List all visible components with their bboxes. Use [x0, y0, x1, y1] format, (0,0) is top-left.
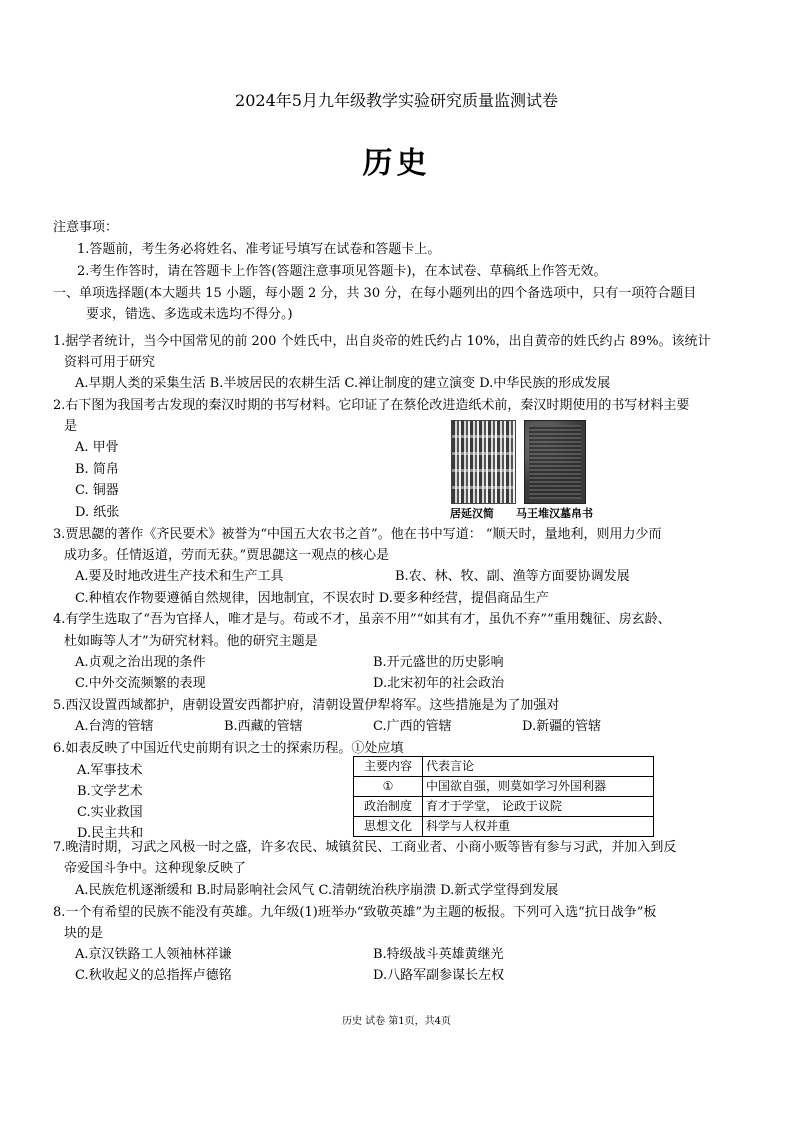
table-cell: 政治制度	[354, 797, 423, 817]
page-footer: 历史 试卷 第1页，共4页	[341, 1016, 452, 1027]
q3-stem-cont: 成功多。任情返道，劳而无获。”贾思勰这一观点的核心是	[64, 548, 390, 563]
table-row	[354, 817, 654, 837]
bamboo-slips-image	[451, 420, 516, 504]
q6-table	[353, 756, 654, 837]
q8-option-d: D.八路军副参谋长左权	[373, 968, 505, 983]
q2-stem: 2.右下图为我国考古发现的秦汉时期的书写材料。它印证了在蔡伦改进造纸术前，秦汉时期使用的书写材料主要	[53, 398, 690, 413]
q4-stem: 4.有学生选取了“吾为官择人，唯才是与。苟或不才，虽亲不用”“如其有才，虽仇不弃”“重用魏征、房玄龄、	[53, 612, 671, 627]
table-row	[354, 797, 654, 817]
q3-option-b: B.农、林、牧、副、渔等方面要协调发展	[395, 569, 630, 584]
q5-stem: 5.西汉设置西域都护，唐朝设置安西都护府，清朝设置伊犁将军。这些措施是为了加强对	[53, 698, 560, 713]
table-cell: 思想文化	[354, 817, 423, 837]
q8-option-b: B.特级战斗英雄黄继光	[373, 947, 504, 962]
q4-stem-cont: 杜如晦等人才”为研究材料。他的研究主题是	[64, 634, 318, 649]
q5-option-b: B.西藏的管辖	[224, 719, 303, 734]
q4-option-d: D.北宋初年的社会政治	[373, 676, 505, 691]
q7-options: A.民族危机逐渐缓和 B.时局影响社会风气 C.清朝统治秩序崩溃 D.新式学堂得到发展	[75, 883, 559, 898]
figure-caption-right: 马王堆汉墓帛书	[516, 507, 593, 520]
q8-option-c: C.秋收起义的总指挥卢德铭	[75, 968, 232, 983]
table-cell: 中国欲自强，则莫如学习外国利器	[423, 777, 654, 797]
silk-manuscript-image	[524, 420, 586, 504]
q2-option-d: D. 纸张	[75, 505, 120, 520]
q8-stem-cont: 块的是	[64, 926, 104, 941]
notes-heading: 注意事项：	[53, 220, 119, 235]
q4-option-b: B.开元盛世的历史影响	[373, 655, 504, 670]
q1-stem: 1.据学者统计，当今中国常见的前 200 个姓氏中，出自炎帝的姓氏约占 10%，出自黄帝的姓氏约占 89%。该统计	[53, 334, 711, 349]
table-cell: 科学与人权并重	[423, 817, 654, 837]
q7-stem-cont: 帝爱国斗争中。这种现象反映了	[64, 861, 247, 876]
table-cell: 育才于学堂， 论政于议院	[423, 797, 654, 817]
q6-option-a: A.军事技术	[77, 763, 143, 778]
q4-option-c: C.中外交流频繁的表现	[75, 676, 206, 691]
section-1-instruction-cont: 要求，错选、多选或未选均不得分。)	[86, 307, 293, 322]
q3-stem: 3.贾思勰的著作《齐民要术》被誉为“中国五大农书之首”。他在书中写道： “顺天时，量地利，则用力少而	[53, 527, 662, 542]
q5-option-a: A.台湾的管辖	[75, 719, 154, 734]
table-header-cell: 代表言论	[423, 757, 654, 777]
q3-option-a: A.要及时地改进生产技术和生产工具	[75, 569, 284, 584]
notes-item-2: 2.考生作答时，请在答题卡上作答(答题注意事项见答题卡)，在本试卷、草稿纸上作答无效。	[77, 264, 607, 279]
q2-option-a: A. 甲骨	[75, 440, 119, 455]
subject-title: 历史	[362, 146, 431, 181]
q2-stem-cont: 是	[64, 419, 78, 434]
q6-option-d: D.民主共和	[77, 826, 144, 841]
q2-option-b: B. 简帛	[75, 462, 119, 477]
q3-option-cd: C.种植农作物要遵循自然规律，因地制宜，不误农时 D.要多种经营，提倡商品生产	[75, 591, 549, 606]
table-row	[354, 777, 654, 797]
q1-stem-cont: 资料可用于研究	[64, 355, 156, 370]
q5-option-d: D.新疆的管辖	[522, 719, 602, 734]
q6-option-b: B.文学艺术	[77, 784, 143, 799]
q5-option-c: C.广西的管辖	[373, 719, 452, 734]
q6-option-c: C.实业救国	[77, 805, 143, 820]
q2-option-c: C. 铜器	[75, 483, 119, 498]
q6-stem: 6.如表反映了中国近代史前期有识之士的探索历程。①处应填	[53, 741, 404, 756]
table-cell: ①	[354, 777, 423, 797]
q4-option-a: A.贞观之治出现的条件	[75, 655, 206, 670]
notes-item-1: 1.答题前，考生务必将姓名、准考证号填写在试卷和答题卡上。	[77, 242, 441, 257]
table-header-row	[354, 757, 654, 777]
section-1-instruction: 一、单项选择题(本大题共 15 小题，每小题 2 分，共 30 分，在每小题列出的四个备选项中，只有一项符合题目	[53, 286, 697, 301]
table-header-cell: 主要内容	[354, 757, 423, 777]
q8-stem: 8.一个有希望的民族不能没有英雄。九年级(1)班举办“致敬英雄”为主题的板报。下列可入选“抗日战争”板	[53, 905, 657, 920]
q1-options: A.早期人类的采集生活 B.半坡居民的农耕生活 C.禅让制度的建立演变 D.中华民族的形成发展	[75, 376, 611, 391]
q8-option-a: A.京汉铁路工人领袖林祥谦	[75, 947, 232, 962]
figure-caption-left: 居延汉简	[450, 507, 494, 520]
q7-stem: 7.晚清时期，习武之风极一时之盛，许多农民、城镇贫民、工商业者、小商小贩等皆有参与习武，并加入到反	[53, 840, 677, 855]
exam-title: 2024年5月九年级教学实验研究质量监测试卷	[235, 91, 558, 110]
